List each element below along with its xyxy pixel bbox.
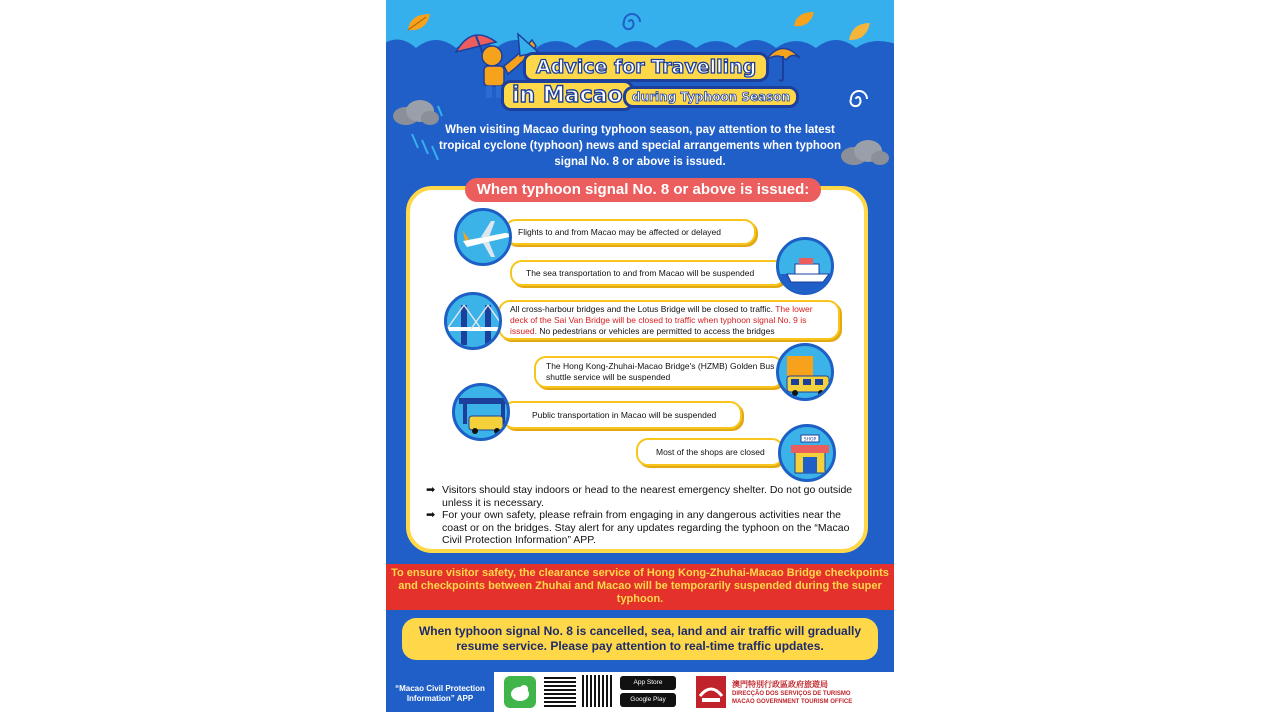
- shop-sign: SHOP: [803, 437, 817, 443]
- arrow-icon: ➡: [426, 484, 436, 496]
- advice-text: Visitors should stay indoors or head to the nearest emergency shelter. Do not go outside unless it is necessary.: [442, 484, 853, 509]
- item-text: [510, 304, 830, 337]
- qr-code-icon[interactable]: [544, 675, 576, 707]
- org-name-en: MACAO GOVERNMENT TOURISM OFFICE: [732, 699, 853, 705]
- item-public-transport: [502, 401, 742, 429]
- bridges-warning-text: The lower deck of the Sai Van Bridge will be closed to traffic when typhoon signal No. 9 is issued.: [510, 303, 813, 336]
- arrow-icon: ➡: [426, 509, 436, 521]
- footer: [386, 672, 894, 720]
- app-label: “Macao Civil Protection Information” APP: [386, 672, 494, 712]
- item-text: The sea transportation to and from Macao will be suspended: [526, 267, 755, 278]
- poster: [386, 0, 894, 720]
- card-title: When typhoon signal No. 8 or above is issued:: [465, 178, 821, 202]
- advice-list: [426, 484, 856, 547]
- leaf-icon: [792, 10, 816, 30]
- mgto-name: [732, 680, 852, 706]
- qr-code-icon[interactable]: [582, 675, 614, 707]
- title-line-2: in Macao: [501, 80, 634, 111]
- item-text: Public transportation in Macao will be suspended: [532, 409, 717, 420]
- advice-text: For your own safety, please refrain from engaging in any dangerous activities near the coast or on the bridges. Stay alert for any updates regarding the typhoon on the “Macao Civil Protection Information” APP.: [442, 509, 850, 546]
- resume-notice: When typhoon signal No. 8 is cancelled, sea, land and air traffic will gradually resume service. Please pay attention to real-time traffic updates.: [402, 618, 878, 660]
- ferry-icon: [776, 237, 834, 295]
- leaf-icon: [406, 12, 432, 34]
- org-name-zh: 澳門特別行政區政府旅遊局: [732, 680, 828, 689]
- item-shops: [636, 438, 784, 466]
- bridge-icon: [444, 292, 502, 350]
- swirl-icon: [618, 10, 644, 34]
- app-store-button[interactable]: App Store: [620, 676, 676, 690]
- item-text: Most of the shops are closed: [656, 446, 765, 457]
- advice-item: [426, 509, 856, 547]
- item-hzmb-bus: [534, 356, 784, 388]
- bus-station-icon: [452, 383, 510, 441]
- bus-icon: [776, 343, 834, 401]
- leaf-icon: [846, 20, 872, 44]
- advice-item: [426, 484, 856, 509]
- intro-text: When visiting Macao during typhoon season, pay attention to the latest tropical cyclone (typhoon) news and special arrangements when typhoon signal No. 8 or above is issued.: [439, 124, 841, 168]
- item-text: The Hong Kong-Zhuhai-Macao Bridge's (HZMB) Golden Bus shuttle service will be suspended: [546, 361, 775, 382]
- clearance-notice: To ensure visitor safety, the clearance service of Hong Kong-Zhuhai-Macao Bridge checkpoints and checkpoints between Zhuhai and Macao will be temporarily suspended during the super typhoon.: [386, 564, 894, 610]
- google-play-button[interactable]: Google Play: [620, 693, 676, 707]
- bridges-text: All cross-harbour bridges and the Lotus Bridge will be closed to traffic.: [510, 303, 774, 314]
- mgto-logo-icon: [696, 676, 726, 708]
- item-flights: [504, 219, 756, 245]
- title-line-3: during Typhoon Season: [623, 86, 799, 108]
- item-sea: [510, 260, 786, 286]
- title-line-1: Advice for Travelling: [523, 52, 769, 82]
- org-name-pt: DIRECÇÃO DOS SERVIÇOS DE TURISMO: [732, 691, 851, 697]
- poster-title: [501, 52, 821, 114]
- bridges-end-text: No pedestrians or vehicles are permitted to access the bridges: [539, 325, 775, 336]
- app-logo-icon[interactable]: [504, 676, 536, 708]
- swirl-icon: [844, 86, 872, 112]
- item-bridges: [498, 300, 840, 340]
- item-text: Flights to and from Macao may be affected or delayed: [518, 226, 722, 237]
- airplane-icon: [454, 208, 512, 266]
- shop-icon: [778, 424, 836, 482]
